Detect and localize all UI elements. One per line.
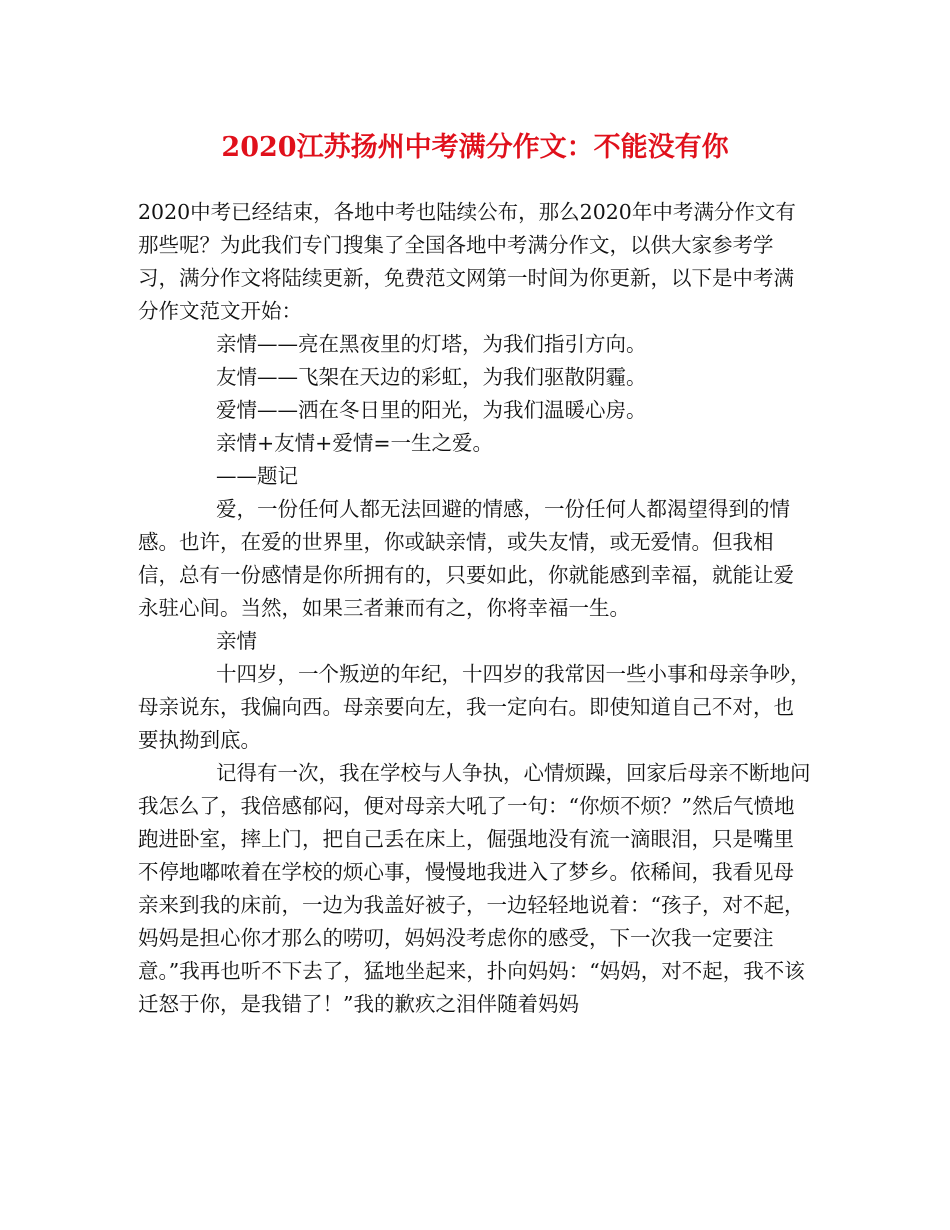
poem-line-sum: 亲情+友情+爱情=一生之爱。 [216, 431, 494, 455]
poem-line-love: 爱情——洒在冬日里的阳光，为我们温暖心房。 [216, 398, 647, 422]
paragraph-love: 爱，一份任何人都无法回避的情感，一份任何人都渴望得到的情感。也许，在爱的世界里，你或缺亲情，或失友情，或无爱情。但我相信，总有一份感情是你所拥有的，只要如此，你就能感到幸福，就能让爱永驻心间。当然，如果三者兼而有之，你将幸福一生。 [138, 497, 794, 620]
paragraph-fourteen: 十四岁，一个叛逆的年纪，十四岁的我常因一些小事和母亲争吵，母亲说东，我偏向西。母亲要向左，我一定向右。即使知道自己不对，也要执拗到底。 [138, 662, 811, 752]
epigraph-label: ——题记 [216, 464, 298, 488]
intro-paragraph: 2020中考已经结束，各地中考也陆续公布，那么2020年中考满分作文有那些呢？为此我们专门搜集了全国各地中考满分作文，以供大家参考学习，满分作文将陆续更新，免费范文网第一时间为你更新，以下是中考满分作文范文开始： [138, 200, 796, 323]
section-heading-family: 亲情 [216, 629, 257, 653]
document-title: 2020江苏扬州中考满分作文：不能没有你 [221, 132, 729, 163]
poem-line-family: 亲情——亮在黑夜里的灯塔，为我们指引方向。 [216, 332, 647, 356]
paragraph-memory: 记得有一次，我在学校与人争执，心情烦躁，回家后母亲不断地问我怎么了，我倍感郁闷，便对母亲大吼了一句：“你烦不烦？”然后气愤地跑进卧室，摔上门，把自己丢在床上，倔强地没有流一滴眼泪，只是嘴里不停地嘟哝着在学校的烦心事，慢慢地我进入了梦乡。依稀间，我看见母亲来到我的床前，一边为我盖好被子，一边轻轻地说着：“孩子，对不起，妈妈是担心你才那么的唠叨，妈妈没考虑你的感受，下一次我一定要注意。”我再也听不下去了，猛地坐起来，扑向妈妈：“妈妈，对不起，我不该迁怒于你，是我错了！”我的歉疚之泪伴随着妈妈 [138, 761, 811, 1016]
document-body [138, 196, 814, 1021]
poem-line-friendship: 友情——飞架在天边的彩虹，为我们驱散阴霾。 [216, 365, 647, 389]
